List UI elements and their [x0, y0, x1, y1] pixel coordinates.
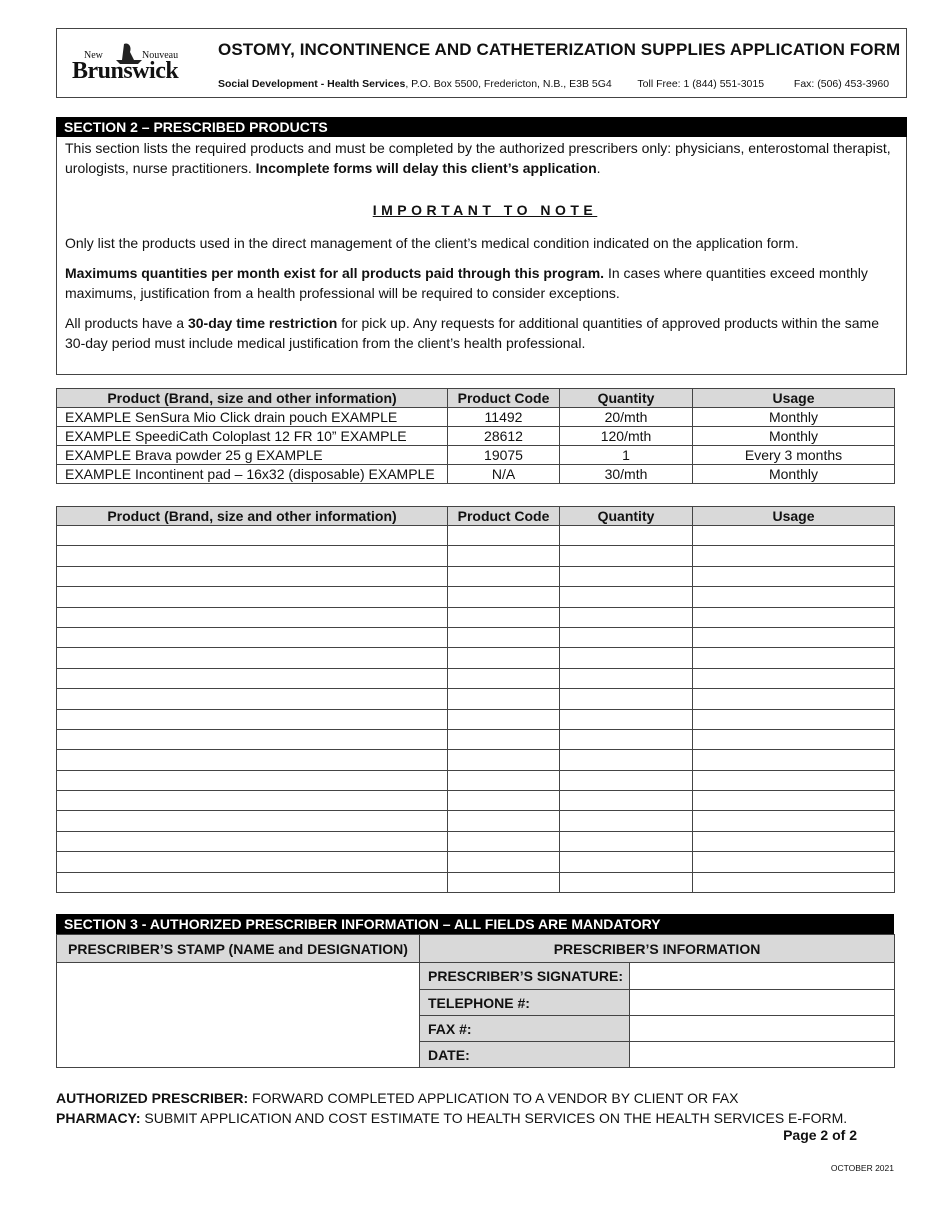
col-code: Product Code [448, 507, 560, 526]
table-row [57, 587, 895, 607]
table-row [57, 791, 895, 811]
table-row: EXAMPLE SenSura Mio Click drain pouch EXAMPLE 11492 20/mth Monthly [57, 408, 895, 427]
quantity-cell[interactable] [560, 729, 693, 749]
dept-name: Social Development - Health Services [218, 78, 406, 90]
section2-intro [65, 138, 900, 178]
usage-cell[interactable] [693, 689, 895, 709]
product-cell[interactable] [57, 872, 448, 892]
section2-title: SECTION 2 – PRESCRIBED PRODUCTS [56, 117, 907, 137]
product-cell[interactable] [57, 627, 448, 647]
logo-brunswick: Brunswick [72, 58, 179, 84]
signature-field[interactable] [630, 963, 895, 990]
code-cell[interactable] [448, 648, 560, 668]
quantity-cell[interactable] [560, 627, 693, 647]
usage-cell[interactable] [693, 587, 895, 607]
address: , P.O. Box 5500, Fredericton, N.B., E3B 5G4 [405, 78, 612, 90]
important-note-heading: IMPORTANT TO NOTE [372, 202, 598, 218]
usage-cell[interactable] [693, 729, 895, 749]
fax-label: FAX #: [420, 1016, 630, 1042]
usage-cell[interactable] [693, 566, 895, 586]
code-cell[interactable] [448, 729, 560, 749]
table-row [57, 627, 895, 647]
table-row [57, 546, 895, 566]
table-row [57, 729, 895, 749]
code-cell[interactable] [448, 709, 560, 729]
product-cell[interactable] [57, 729, 448, 749]
quantity-cell[interactable] [560, 791, 693, 811]
telephone-label: TELEPHONE #: [420, 990, 630, 1016]
revision-date: OCTOBER 2021 [830, 1163, 894, 1173]
table-row [57, 872, 895, 892]
table-row: EXAMPLE Incontinent pad – 16x32 (disposable) EXAMPLE N/A 30/mth Monthly [57, 465, 895, 484]
quantity-cell[interactable] [560, 750, 693, 770]
quantity-cell[interactable] [560, 770, 693, 790]
code-cell[interactable] [448, 872, 560, 892]
table-row [57, 526, 895, 546]
table-row [57, 607, 895, 627]
quantity-cell[interactable] [560, 607, 693, 627]
table-row: EXAMPLE SpeediCath Coloplast 12 FR 10” EXAMPLE 28612 120/mth Monthly [57, 427, 895, 446]
usage-cell[interactable] [693, 811, 895, 831]
quantity-cell[interactable] [560, 546, 693, 566]
usage-cell[interactable] [693, 709, 895, 729]
table-row [57, 852, 895, 872]
code-cell[interactable] [448, 689, 560, 709]
prescriber-table [56, 934, 895, 1068]
table-header-row [57, 389, 895, 408]
quantity-cell[interactable] [560, 852, 693, 872]
code-cell[interactable] [448, 587, 560, 607]
quantity-cell[interactable] [560, 668, 693, 688]
info-header: PRESCRIBER’S INFORMATION [420, 935, 895, 963]
usage-cell[interactable] [693, 668, 895, 688]
usage-cell[interactable] [693, 750, 895, 770]
table-row [57, 689, 895, 709]
fax-field[interactable] [630, 1016, 895, 1042]
intro-line1: This section lists the required products and must be completed by the authorized prescribers only: physicians, enterostomal therapist, [65, 140, 891, 156]
fax-number: Fax: (506) 453-3960 [793, 78, 890, 90]
col-product: Product (Brand, size and other information) [57, 507, 448, 526]
quantity-cell[interactable] [560, 689, 693, 709]
usage-cell[interactable] [693, 831, 895, 851]
product-cell[interactable] [57, 852, 448, 872]
stamp-area[interactable] [57, 963, 420, 1068]
col-quantity: Quantity [560, 389, 693, 408]
table-row [57, 831, 895, 851]
table-row: EXAMPLE Brava powder 25 g EXAMPLE 19075 1 Every 3 months [57, 446, 895, 465]
table-row [57, 648, 895, 668]
col-usage: Usage [693, 507, 895, 526]
table-row [57, 770, 895, 790]
quantity-cell[interactable] [560, 831, 693, 851]
code-cell[interactable] [448, 627, 560, 647]
usage-cell[interactable] [693, 770, 895, 790]
footer-line-pharmacy: PHARMACY: SUBMIT APPLICATION AND COST ESTIMATE TO HEALTH SERVICES ON THE HEALTH SERVICES E-FORM. [56, 1110, 848, 1126]
toll-free: Toll Free: 1 (844) 551-3015 [637, 78, 765, 90]
quantity-cell[interactable] [560, 526, 693, 546]
code-cell[interactable] [448, 546, 560, 566]
quantity-cell[interactable] [560, 709, 693, 729]
table-row [57, 566, 895, 586]
footer-instructions [56, 1088, 906, 1128]
page-number: Page 2 of 2 [783, 1127, 857, 1143]
example-products-table [56, 388, 895, 484]
logo-nouveau: Nouveau [142, 50, 179, 61]
product-cell[interactable] [57, 689, 448, 709]
code-cell[interactable] [448, 852, 560, 872]
product-entry-table [56, 506, 895, 893]
usage-cell[interactable] [693, 546, 895, 566]
note-1: Only list the products used in the direct management of the client’s medical condition indicated on the application form. [65, 235, 799, 251]
table-row [57, 668, 895, 688]
table-row [57, 709, 895, 729]
nb-logo [72, 38, 202, 88]
code-cell[interactable] [448, 526, 560, 546]
code-cell[interactable] [448, 791, 560, 811]
product-cell[interactable] [57, 566, 448, 586]
code-cell[interactable] [448, 566, 560, 586]
code-cell[interactable] [448, 770, 560, 790]
quantity-cell[interactable] [560, 872, 693, 892]
footer-line-prescriber: AUTHORIZED PRESCRIBER: FORWARD COMPLETED APPLICATION TO A VENDOR BY CLIENT OR FAX [56, 1090, 739, 1106]
product-cell[interactable] [57, 831, 448, 851]
date-field[interactable] [630, 1042, 895, 1068]
telephone-field[interactable] [630, 990, 895, 1016]
quantity-cell[interactable] [560, 811, 693, 831]
product-cell[interactable] [57, 791, 448, 811]
usage-cell[interactable] [693, 627, 895, 647]
product-cell[interactable] [57, 607, 448, 627]
usage-cell[interactable] [693, 607, 895, 627]
intro-line2: urologists, nurse practitioners. Incomplete forms will delay this client’s application. [65, 160, 601, 176]
signature-label: PRESCRIBER’S SIGNATURE: [420, 963, 630, 990]
section3-title: SECTION 3 - AUTHORIZED PRESCRIBER INFORMATION – ALL FIELDS ARE MANDATORY [56, 914, 894, 934]
product-cell[interactable] [57, 750, 448, 770]
stamp-header: PRESCRIBER’S STAMP (NAME and DESIGNATION) [57, 935, 420, 963]
note-3: All products have a 30-day time restriction for pick up. Any requests for additional quantities of approved products within the same 30-day period must include medical justification from the client’s health professional. [65, 315, 880, 351]
col-usage: Usage [693, 389, 895, 408]
code-cell[interactable] [448, 607, 560, 627]
form-title: OSTOMY, INCONTINENCE AND CATHETERIZATION SUPPLIES APPLICATION FORM [218, 40, 901, 59]
usage-cell[interactable] [693, 648, 895, 668]
product-cell[interactable] [57, 587, 448, 607]
code-cell[interactable] [448, 750, 560, 770]
contact-line [218, 78, 889, 90]
code-cell[interactable] [448, 811, 560, 831]
note-2: Maximums quantities per month exist for all products paid through this program. In cases where quantities exceed monthly maximums, justification from a health professional will be required to consider exceptions. [65, 265, 868, 301]
date-label: DATE: [420, 1042, 630, 1068]
col-product: Product (Brand, size and other information) [57, 389, 448, 408]
product-cell[interactable] [57, 709, 448, 729]
product-cell[interactable] [57, 648, 448, 668]
usage-cell[interactable] [693, 852, 895, 872]
table-row [57, 750, 895, 770]
product-cell[interactable] [57, 668, 448, 688]
col-quantity: Quantity [560, 507, 693, 526]
product-cell[interactable] [57, 770, 448, 790]
usage-cell[interactable] [693, 872, 895, 892]
table-header-row [57, 507, 895, 526]
product-cell[interactable] [57, 811, 448, 831]
logo-new: New [84, 50, 103, 61]
col-code: Product Code [448, 389, 560, 408]
product-cell[interactable] [57, 546, 448, 566]
usage-cell[interactable] [693, 791, 895, 811]
code-cell[interactable] [448, 831, 560, 851]
table-row [57, 811, 895, 831]
product-cell[interactable] [57, 526, 448, 546]
quantity-cell[interactable] [560, 587, 693, 607]
code-cell[interactable] [448, 668, 560, 688]
quantity-cell[interactable] [560, 648, 693, 668]
usage-cell[interactable] [693, 526, 895, 546]
quantity-cell[interactable] [560, 566, 693, 586]
